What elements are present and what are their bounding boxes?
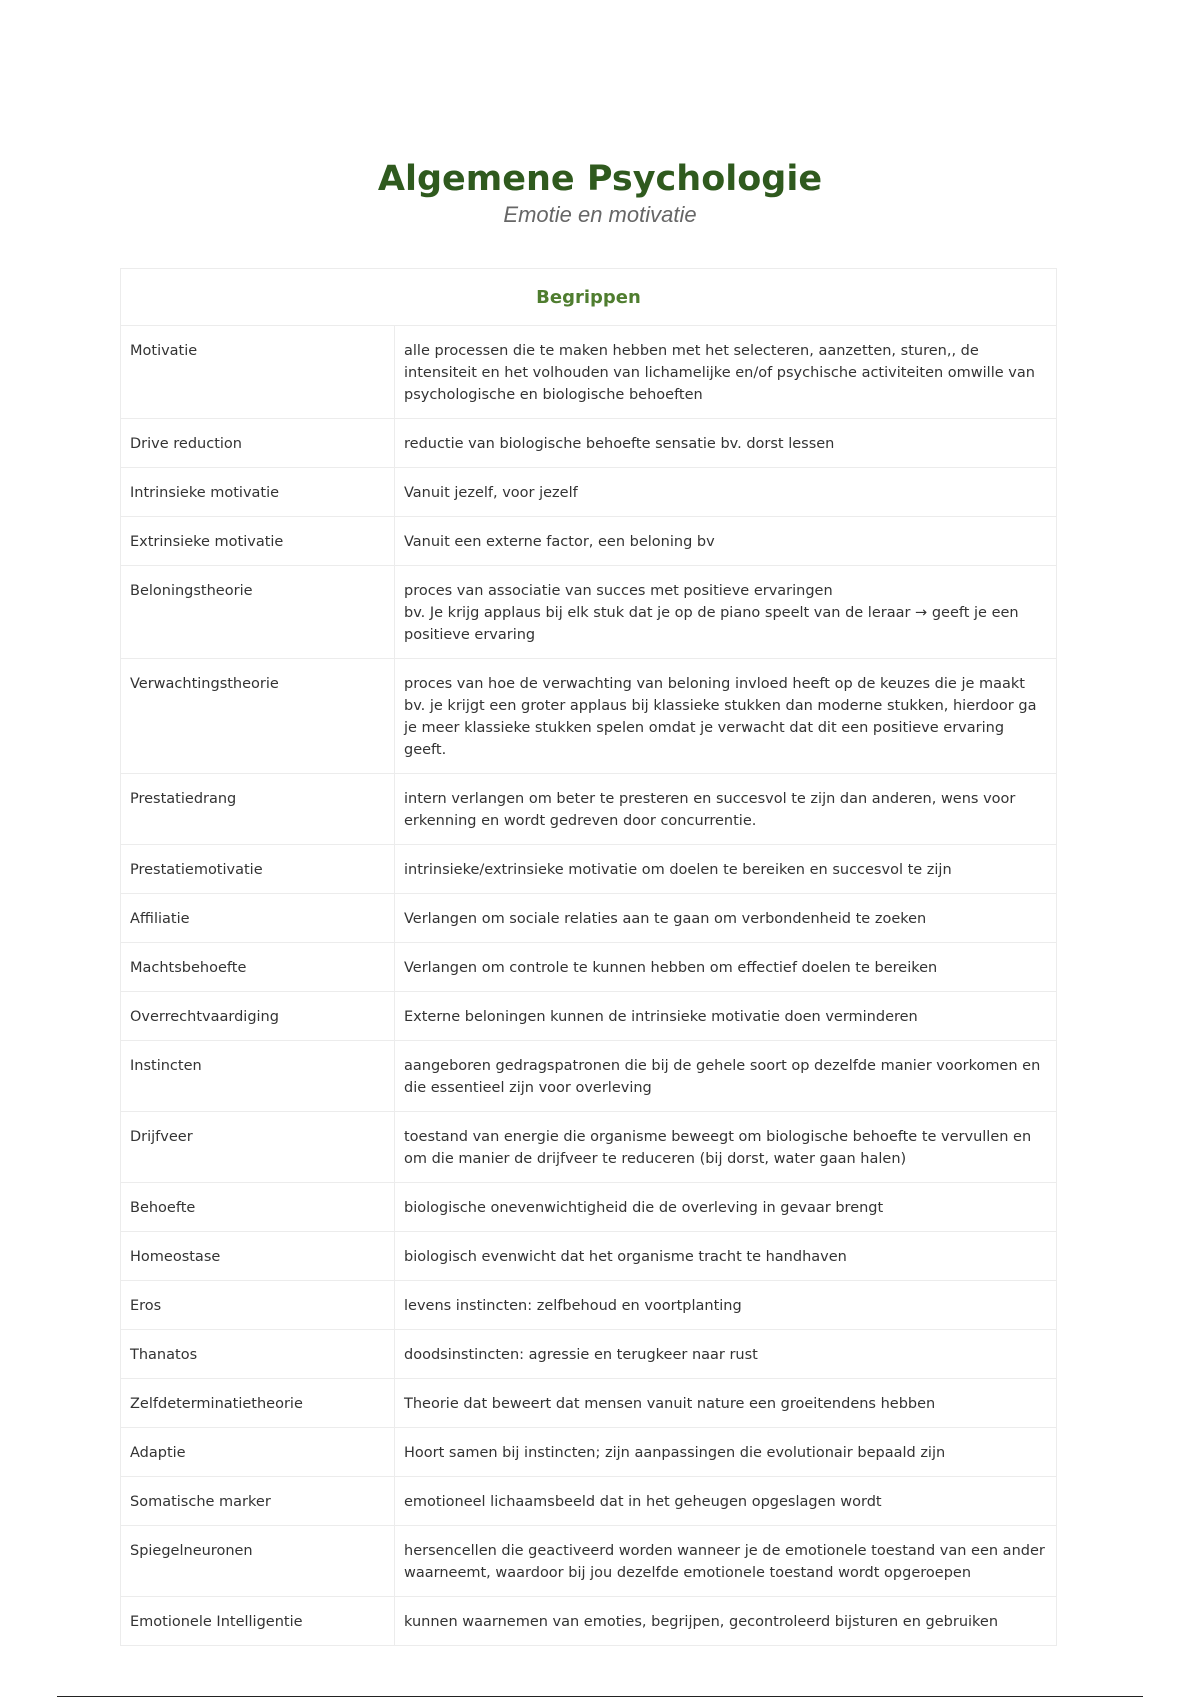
definition-cell: biologisch evenwicht dat het organisme tracht te handhaven xyxy=(395,1232,1057,1281)
term-cell: Somatische marker xyxy=(121,1477,395,1526)
table-row xyxy=(121,943,1057,992)
definition-cell: toestand van energie die organisme beweegt om biologische behoefte te vervullen en om die manier de drijfveer te reduceren (bij dorst, water gaan halen) xyxy=(395,1112,1057,1183)
table-row xyxy=(121,1330,1057,1379)
table-row xyxy=(121,659,1057,774)
definition-cell: emotioneel lichaamsbeeld dat in het geheugen opgeslagen wordt xyxy=(395,1477,1057,1526)
table-row xyxy=(121,566,1057,659)
definition-cell: intern verlangen om beter te presteren en succesvol te zijn dan anderen, wens voor erkenning en wordt gedreven door concurrentie. xyxy=(395,774,1057,845)
term-cell: Prestatiedrang xyxy=(121,774,395,845)
definition-cell: proces van hoe de verwachting van beloning invloed heeft op de keuzes die je maakt bv. je krijgt een groter applaus bij klassieke stukken dan moderne stukken, hierdoor ga je meer klassieke stukken spelen omdat je verwacht dat dit een positieve ervaring geeft. xyxy=(395,659,1057,774)
table-row xyxy=(121,419,1057,468)
term-cell: Extrinsieke motivatie xyxy=(121,517,395,566)
term-cell: Intrinsieke motivatie xyxy=(121,468,395,517)
table-row xyxy=(121,517,1057,566)
term-cell: Zelfdeterminatietheorie xyxy=(121,1379,395,1428)
definition-cell: proces van associatie van succes met positieve ervaringen bv. Je krijg applaus bij elk stuk dat je op de piano speelt van de leraar → geeft je een positieve ervaring xyxy=(395,566,1057,659)
definition-cell: Verlangen om sociale relaties aan te gaan om verbondenheid te zoeken xyxy=(395,894,1057,943)
term-cell: Prestatiemotivatie xyxy=(121,845,395,894)
table-row xyxy=(121,1428,1057,1477)
term-cell: Affiliatie xyxy=(121,894,395,943)
document-header xyxy=(0,158,1200,229)
term-cell: Spiegelneuronen xyxy=(121,1526,395,1597)
definition-cell: Verlangen om controle te kunnen hebben om effectief doelen te bereiken xyxy=(395,943,1057,992)
terms-table-body xyxy=(121,326,1057,1646)
definition-cell: biologische onevenwichtigheid die de overleving in gevaar brengt xyxy=(395,1183,1057,1232)
terms-table-container xyxy=(120,268,1056,1646)
term-cell: Emotionele Intelligentie xyxy=(121,1597,395,1646)
term-cell: Eros xyxy=(121,1281,395,1330)
table-row xyxy=(121,1477,1057,1526)
document-title: Algemene Psychologie xyxy=(377,159,823,199)
table-row xyxy=(121,992,1057,1041)
definition-cell: Vanuit jezelf, voor jezelf xyxy=(395,468,1057,517)
terms-table xyxy=(120,268,1057,1646)
term-cell: Behoefte xyxy=(121,1183,395,1232)
section-title: Begrippen xyxy=(121,269,1057,326)
table-row xyxy=(121,774,1057,845)
definition-cell: intrinsieke/extrinsieke motivatie om doelen te bereiken en succesvol te zijn xyxy=(395,845,1057,894)
definition-cell: Theorie dat beweert dat mensen vanuit nature een groeitendens hebben xyxy=(395,1379,1057,1428)
table-row xyxy=(121,1112,1057,1183)
term-cell: Homeostase xyxy=(121,1232,395,1281)
term-cell: Beloningstheorie xyxy=(121,566,395,659)
definition-cell: aangeboren gedragspatronen die bij de gehele soort op dezelfde manier voorkomen en die essentieel zijn voor overleving xyxy=(395,1041,1057,1112)
term-cell: Motivatie xyxy=(121,326,395,419)
table-row xyxy=(121,894,1057,943)
definition-cell: Externe beloningen kunnen de intrinsieke motivatie doen verminderen xyxy=(395,992,1057,1041)
document-subtitle: Emotie en motivatie xyxy=(503,202,697,227)
table-row xyxy=(121,1597,1057,1646)
term-cell: Instincten xyxy=(121,1041,395,1112)
table-header-row xyxy=(121,269,1057,326)
definition-cell: levens instincten: zelfbehoud en voortplanting xyxy=(395,1281,1057,1330)
definition-cell: reductie van biologische behoefte sensatie bv. dorst lessen xyxy=(395,419,1057,468)
definition-cell: hersencellen die geactiveerd worden wanneer je de emotionele toestand van een ander waarneemt, waardoor bij jou dezelfde emotionele toestand wordt opgeroepen xyxy=(395,1526,1057,1597)
definition-cell: alle processen die te maken hebben met het selecteren, aanzetten, sturen,, de intensiteit en het volhouden van lichamelijke en/of psychische activiteiten omwille van psychologische en biologische behoeften xyxy=(395,326,1057,419)
definition-cell: kunnen waarnemen van emoties, begrijpen, gecontroleerd bijsturen en gebruiken xyxy=(395,1597,1057,1646)
term-cell: Drive reduction xyxy=(121,419,395,468)
table-row xyxy=(121,1183,1057,1232)
definition-cell: doodsinstincten: agressie en terugkeer naar rust xyxy=(395,1330,1057,1379)
table-row xyxy=(121,468,1057,517)
table-row xyxy=(121,1526,1057,1597)
term-cell: Drijfveer xyxy=(121,1112,395,1183)
term-cell: Thanatos xyxy=(121,1330,395,1379)
table-row xyxy=(121,326,1057,419)
term-cell: Overrechtvaardiging xyxy=(121,992,395,1041)
definition-cell: Vanuit een externe factor, een beloning bv xyxy=(395,517,1057,566)
term-cell: Adaptie xyxy=(121,1428,395,1477)
table-row xyxy=(121,1232,1057,1281)
table-row xyxy=(121,1281,1057,1330)
footer-divider xyxy=(57,1696,1143,1697)
definition-cell: Hoort samen bij instincten; zijn aanpassingen die evolutionair bepaald zijn xyxy=(395,1428,1057,1477)
term-cell: Verwachtingstheorie xyxy=(121,659,395,774)
table-row xyxy=(121,1041,1057,1112)
table-row xyxy=(121,1379,1057,1428)
term-cell: Machtsbehoefte xyxy=(121,943,395,992)
table-row xyxy=(121,845,1057,894)
